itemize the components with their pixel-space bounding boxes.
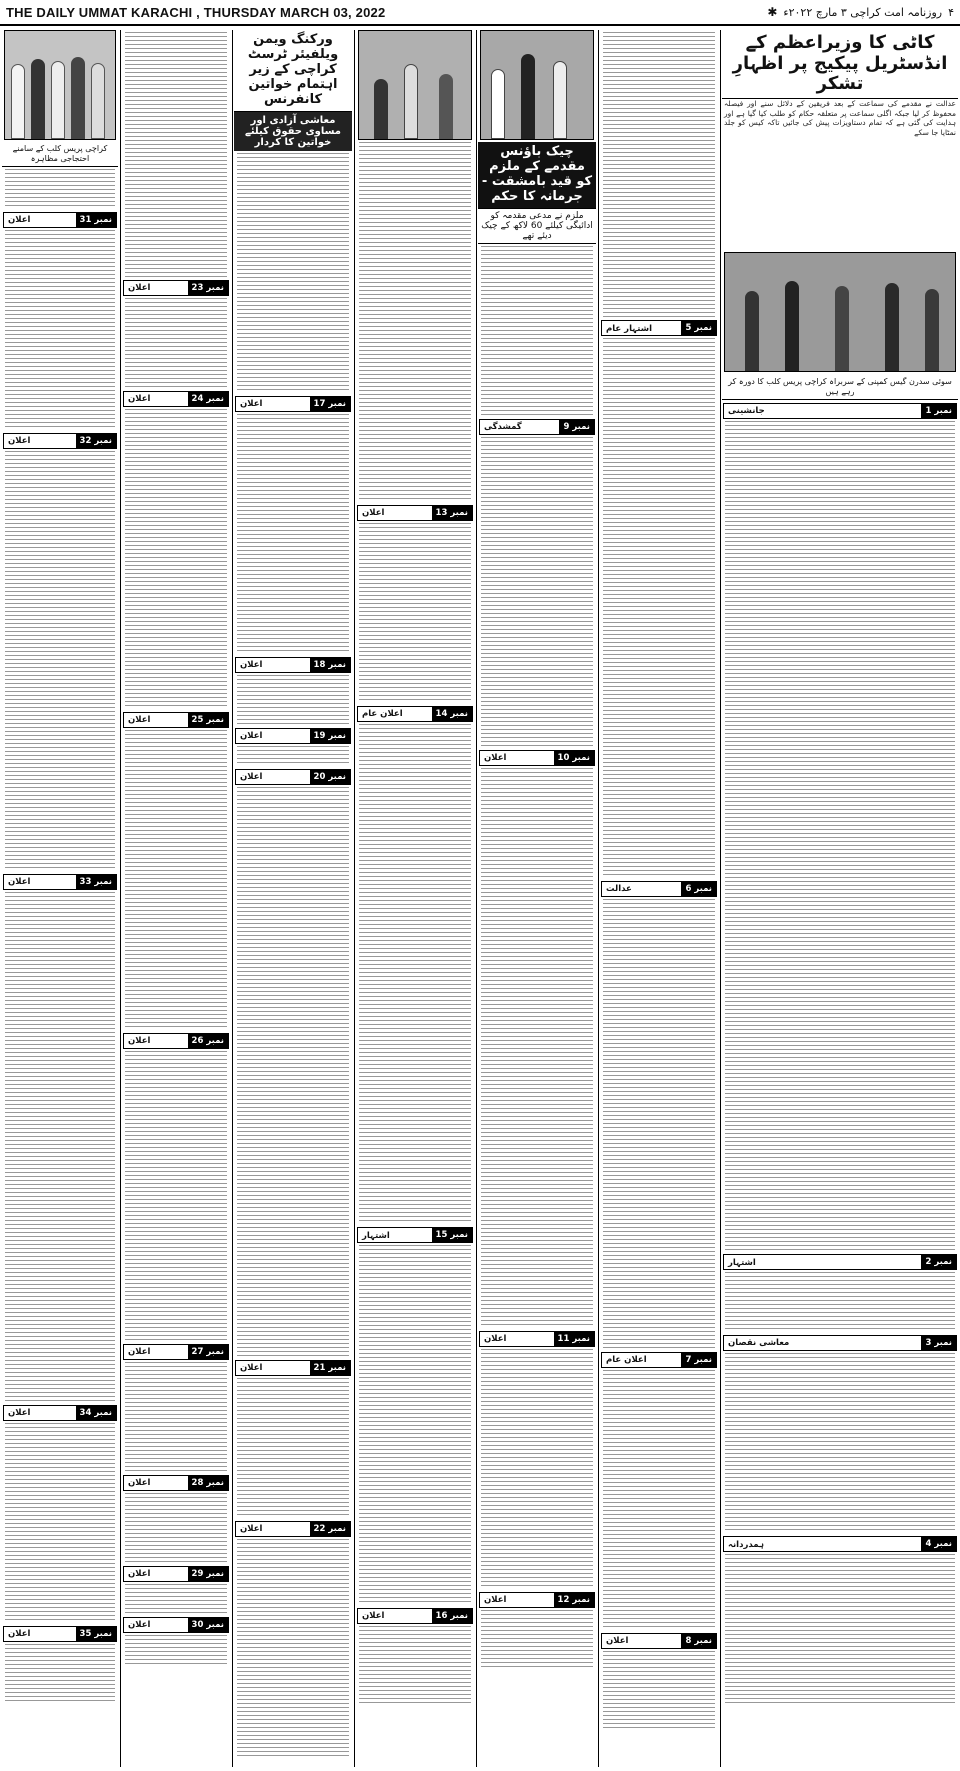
notice-label: نمبر 10 اعلان <box>479 750 595 766</box>
photo-caption: سوئی سدرن گیس کمپنی کے سربراہ کراچی پریس کلب کا دورہ کر رہے ہیں <box>722 375 958 400</box>
photo-ssgc <box>724 252 956 372</box>
notice-label: نمبر 25 اعلان <box>123 712 229 728</box>
notice-text-block <box>725 1272 955 1332</box>
photo-protest <box>4 30 116 140</box>
notice-label: نمبر 35 اعلان <box>3 1626 117 1642</box>
article-text-block <box>5 169 115 209</box>
notice-text-block <box>5 1423 115 1623</box>
notice-text-block <box>5 1644 115 1704</box>
notice-label: نمبر 7 اعلان عام <box>601 1352 717 1368</box>
headline-kati: کاٹی کا وزیراعظم کے انڈسٹریل پیکیج پر اظہارِ تشکر <box>722 30 958 99</box>
notice-label: نمبر 2 اشتہار <box>723 1254 957 1270</box>
notice-text-block <box>5 451 115 871</box>
notice-text-block <box>5 230 115 430</box>
column-rule <box>120 30 121 1767</box>
article-text-block <box>359 142 471 502</box>
notice-text-block <box>125 1051 227 1341</box>
notice-label: نمبر 23 اعلان <box>123 280 229 296</box>
notice-label: نمبر 30 اعلان <box>123 1617 229 1633</box>
notice-label: نمبر 9 گمشدگی <box>479 419 595 435</box>
notice-label: نمبر 33 اعلان <box>3 874 117 890</box>
article-text-block <box>603 32 715 317</box>
masthead-english-title: THE DAILY UMMAT KARACHI , THURSDAY MARCH 03, 2022 <box>6 4 386 20</box>
notice-text-block <box>359 724 471 1224</box>
notice-label: نمبر 12 اعلان <box>479 1592 595 1608</box>
notice-text-block <box>237 675 349 725</box>
notice-label: نمبر 17 اعلان <box>235 396 351 412</box>
headline-cheque-bounce: چیک باؤنس مقدمے کے ملزم کو قید بامشقت - جرمانہ کا حکم <box>478 142 596 209</box>
notice-text-block <box>125 409 227 709</box>
subhead-cheque: ملزم نے مدعی مقدمہ کو ادائیگی کیلئے 60 لاکھ کے چیک دیئے تھے <box>478 209 596 244</box>
notice-label: نمبر 18 اعلان <box>235 657 351 673</box>
notice-label: نمبر 29 اعلان <box>123 1566 229 1582</box>
notice-text-block <box>125 1635 227 1665</box>
article-text-block <box>237 153 349 393</box>
article-body: عدالت نے مقدمے کی سماعت کے بعد فریقین کے دلائل سنے اور فیصلہ محفوظ کر لیا جبکہ اگلی سماعت پر متعلقہ حکام کو طلب کیا گیا ہے اور ہدایت کی گئی ہے کہ تمام دستاویزات پیش کی جائیں تاکہ کیس کو جلد نمٹایا جا سکے <box>724 99 956 137</box>
notice-text-block <box>125 730 227 1030</box>
notice-text-block <box>603 1370 715 1630</box>
masthead <box>0 0 960 26</box>
notice-label: نمبر 6 عدالت <box>601 881 717 897</box>
notice-label: نمبر 3 معاشی نقصان <box>723 1335 957 1351</box>
article-text-block <box>125 32 227 277</box>
article-text-block <box>481 246 593 416</box>
column-rule <box>598 30 599 1767</box>
notice-label: نمبر 13 اعلان <box>357 505 473 521</box>
notice-text-block <box>481 1349 593 1589</box>
notice-label: نمبر 27 اعلان <box>123 1344 229 1360</box>
column-rule <box>232 30 233 1767</box>
notice-label: نمبر 16 اعلان <box>357 1608 473 1624</box>
notice-label: نمبر 22 اعلان <box>235 1521 351 1537</box>
notice-text-block <box>603 338 715 878</box>
notice-text-block <box>125 1362 227 1472</box>
notice-label: نمبر 28 اعلان <box>123 1475 229 1491</box>
star-icon: ✱ <box>767 5 778 19</box>
notice-label: نمبر 20 اعلان <box>235 769 351 785</box>
notice-label: نمبر 4 ہمدردانہ <box>723 1536 957 1552</box>
notice-text-block <box>725 421 955 1251</box>
column-rule <box>476 30 477 1767</box>
page-number: ۴ <box>948 5 954 19</box>
notice-text-block <box>237 787 349 1357</box>
notice-label: نمبر 11 اعلان <box>479 1331 595 1347</box>
notice-text-block <box>237 746 349 766</box>
notice-text-block <box>237 1539 349 1759</box>
photo-conference-women <box>480 30 594 140</box>
column-4 <box>356 30 474 1767</box>
column-7 <box>2 30 118 1767</box>
notice-text-block <box>5 892 115 1402</box>
masthead-urdu-date: روزنامہ امت کراچی ۳ مارچ ۲۰۲۲ء <box>783 5 943 19</box>
notice-text-block <box>725 1554 955 1704</box>
notice-text-block <box>125 1584 227 1614</box>
notice-text-block <box>359 1245 471 1605</box>
notice-label: نمبر 21 اعلان <box>235 1360 351 1376</box>
notice-text-block <box>603 899 715 1349</box>
headline-women-conference: ورکنگ ویمن ویلفیئر ٹرسٹ کراچی کے زیر اہتمام خواتین کانفرنس <box>234 30 352 112</box>
notice-label: نمبر 8 اعلان <box>601 1633 717 1649</box>
column-2 <box>600 30 718 1767</box>
notice-label: نمبر 5 اشتہار عام <box>601 320 717 336</box>
notice-label: نمبر 15 اشتہار <box>357 1227 473 1243</box>
notice-text-block <box>237 414 349 654</box>
notice-text-block <box>125 1493 227 1563</box>
notice-label: نمبر 32 اعلان <box>3 433 117 449</box>
notice-text-block <box>603 1651 715 1731</box>
notice-label: نمبر 19 اعلان <box>235 728 351 744</box>
notice-text-block <box>359 523 471 703</box>
notice-label: نمبر 34 اعلان <box>3 1405 117 1421</box>
notice-label: نمبر 26 اعلان <box>123 1033 229 1049</box>
notice-text-block <box>237 1378 349 1518</box>
notice-text-block <box>725 1353 955 1533</box>
column-3 <box>478 30 596 1767</box>
notice-text-block <box>481 437 593 747</box>
notice-label: نمبر 14 اعلان عام <box>357 706 473 722</box>
subhead-women-conference: معاشی آزادی اور مساوی حقوق کیلئے خواتین کا کردار <box>234 112 352 151</box>
column-1 <box>722 30 958 1767</box>
column-5 <box>234 30 352 1767</box>
column-6 <box>122 30 230 1767</box>
notice-text-block <box>481 1610 593 1670</box>
notice-text-block <box>125 298 227 388</box>
masthead-urdu-title <box>767 5 954 19</box>
notice-label: نمبر 1 جانشینی <box>723 403 957 419</box>
notice-text-block <box>359 1626 471 1706</box>
photo-caption: کراچی پریس کلب کے سامنے احتجاجی مظاہرہ <box>2 142 118 167</box>
notice-label: نمبر 24 اعلان <box>123 391 229 407</box>
photo-conference-audience <box>358 30 472 140</box>
notice-text-block <box>481 768 593 1328</box>
column-rule <box>354 30 355 1767</box>
notice-label: نمبر 31 اعلان <box>3 212 117 228</box>
column-rule <box>720 30 721 1767</box>
